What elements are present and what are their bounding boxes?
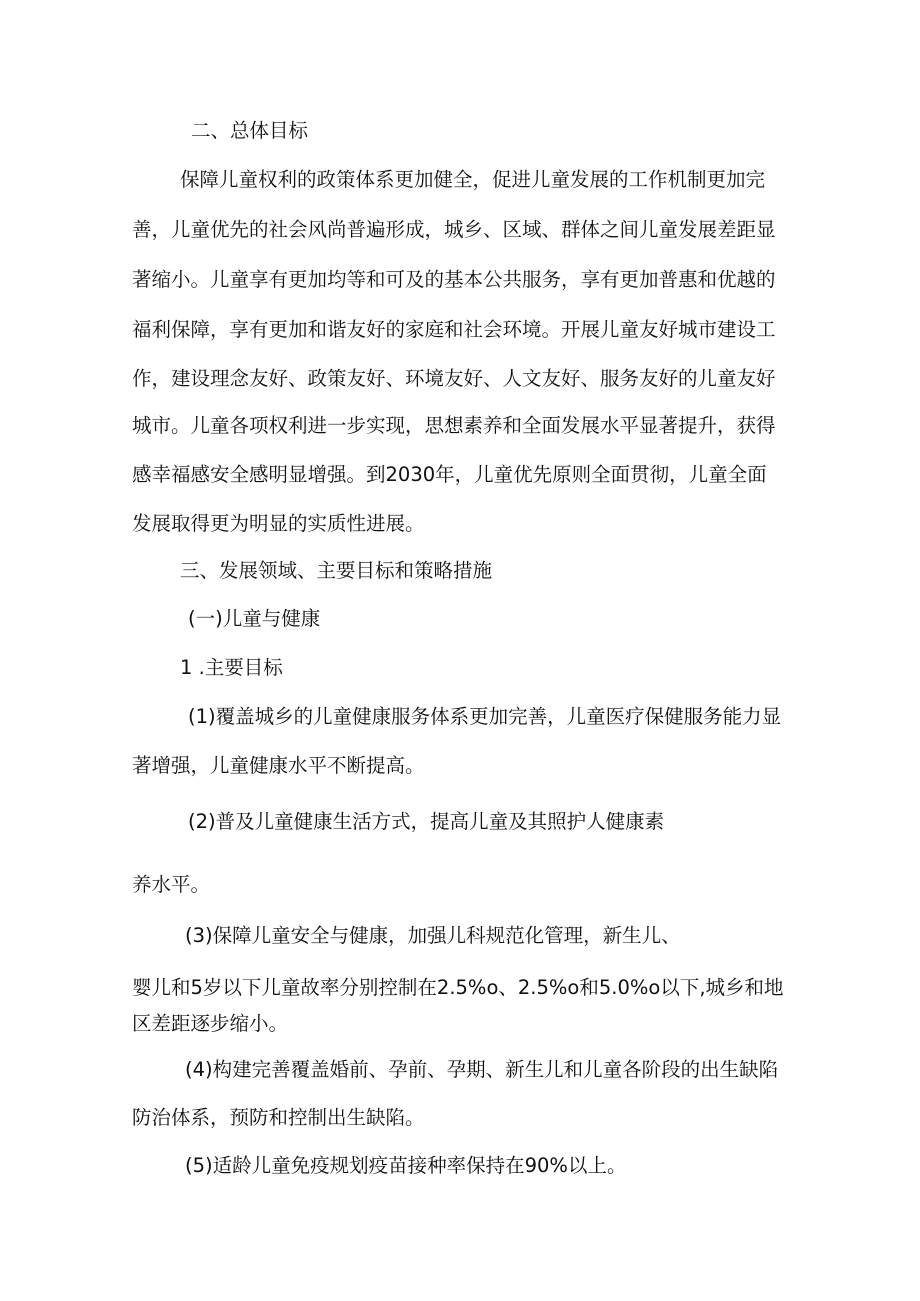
goal-2-line: 养水平。 — [132, 873, 211, 896]
goal-4-line: 防治体系，预防和控制出生缺陷。 — [132, 1106, 425, 1129]
goal-3-line: 区差距逐步缩小。 — [132, 1012, 289, 1035]
goal-2-line: (2)普及儿童健康生活方式，提高儿童及其照护人健康素 — [188, 810, 665, 833]
overall-goals-line: 善，儿童优先的社会风尚普遍形成，城乡、区域、群体之间儿童发展差距显 — [132, 218, 776, 241]
subheading-health: (一)儿童与健康 — [188, 607, 321, 630]
overall-goals-line: 保障儿童权利的政策体系更加健全，促进儿童发展的工作机制更加完 — [180, 168, 766, 191]
goal-1-line: (1)覆盖城乡的儿童健康服务体系更加完善，儿童医疗保健服务能力显 — [188, 705, 782, 728]
goal-1-line: 著增强，儿童健康水平不断提高。 — [132, 754, 425, 777]
overall-goals-line: 感幸福感安全感明显增强。到2030年，儿童优先原则全面贯彻，儿童全面 — [132, 463, 767, 486]
goal-3-line: 婴儿和5岁以下儿童故率分别控制在2.5%o、2.5%o和5.0%o以下,城乡和地 — [132, 976, 784, 999]
heading-overall-goals: 二、总体目标 — [191, 119, 309, 142]
heading-development-areas: 三、发展领域、主要目标和策略措施 — [180, 559, 493, 582]
overall-goals-line: 福利保障，享有更加和谐友好的家庭和社会环境。开展儿童友好城市建设工 — [132, 318, 776, 341]
overall-goals-line: 作，建设理念友好、政策友好、环境友好、人文友好、服务友好的儿童友好 — [132, 367, 776, 390]
overall-goals-line: 著缩小。儿童享有更加均等和可及的基本公共服务，享有更加普惠和优越的 — [132, 268, 776, 291]
overall-goals-line: 城市。儿童各项权利进一步实现，思想素养和全面发展水平显著提升，获得 — [132, 414, 776, 437]
goal-4-line: (4)构建完善覆盖婚前、孕前、孕期、新生儿和儿童各阶段的出生缺陷 — [185, 1058, 779, 1081]
goal-3-line: (3)保障儿童安全与健康，加强儿科规范化管理，新生儿、 — [185, 924, 681, 947]
goal-5-line: (5)适龄儿童免疫规划疫苗接种率保持在90%以上。 — [185, 1154, 627, 1177]
subheading-main-goals: 1 .主要目标 — [180, 656, 283, 679]
overall-goals-line: 发展取得更为明显的实质性进展。 — [132, 512, 425, 535]
